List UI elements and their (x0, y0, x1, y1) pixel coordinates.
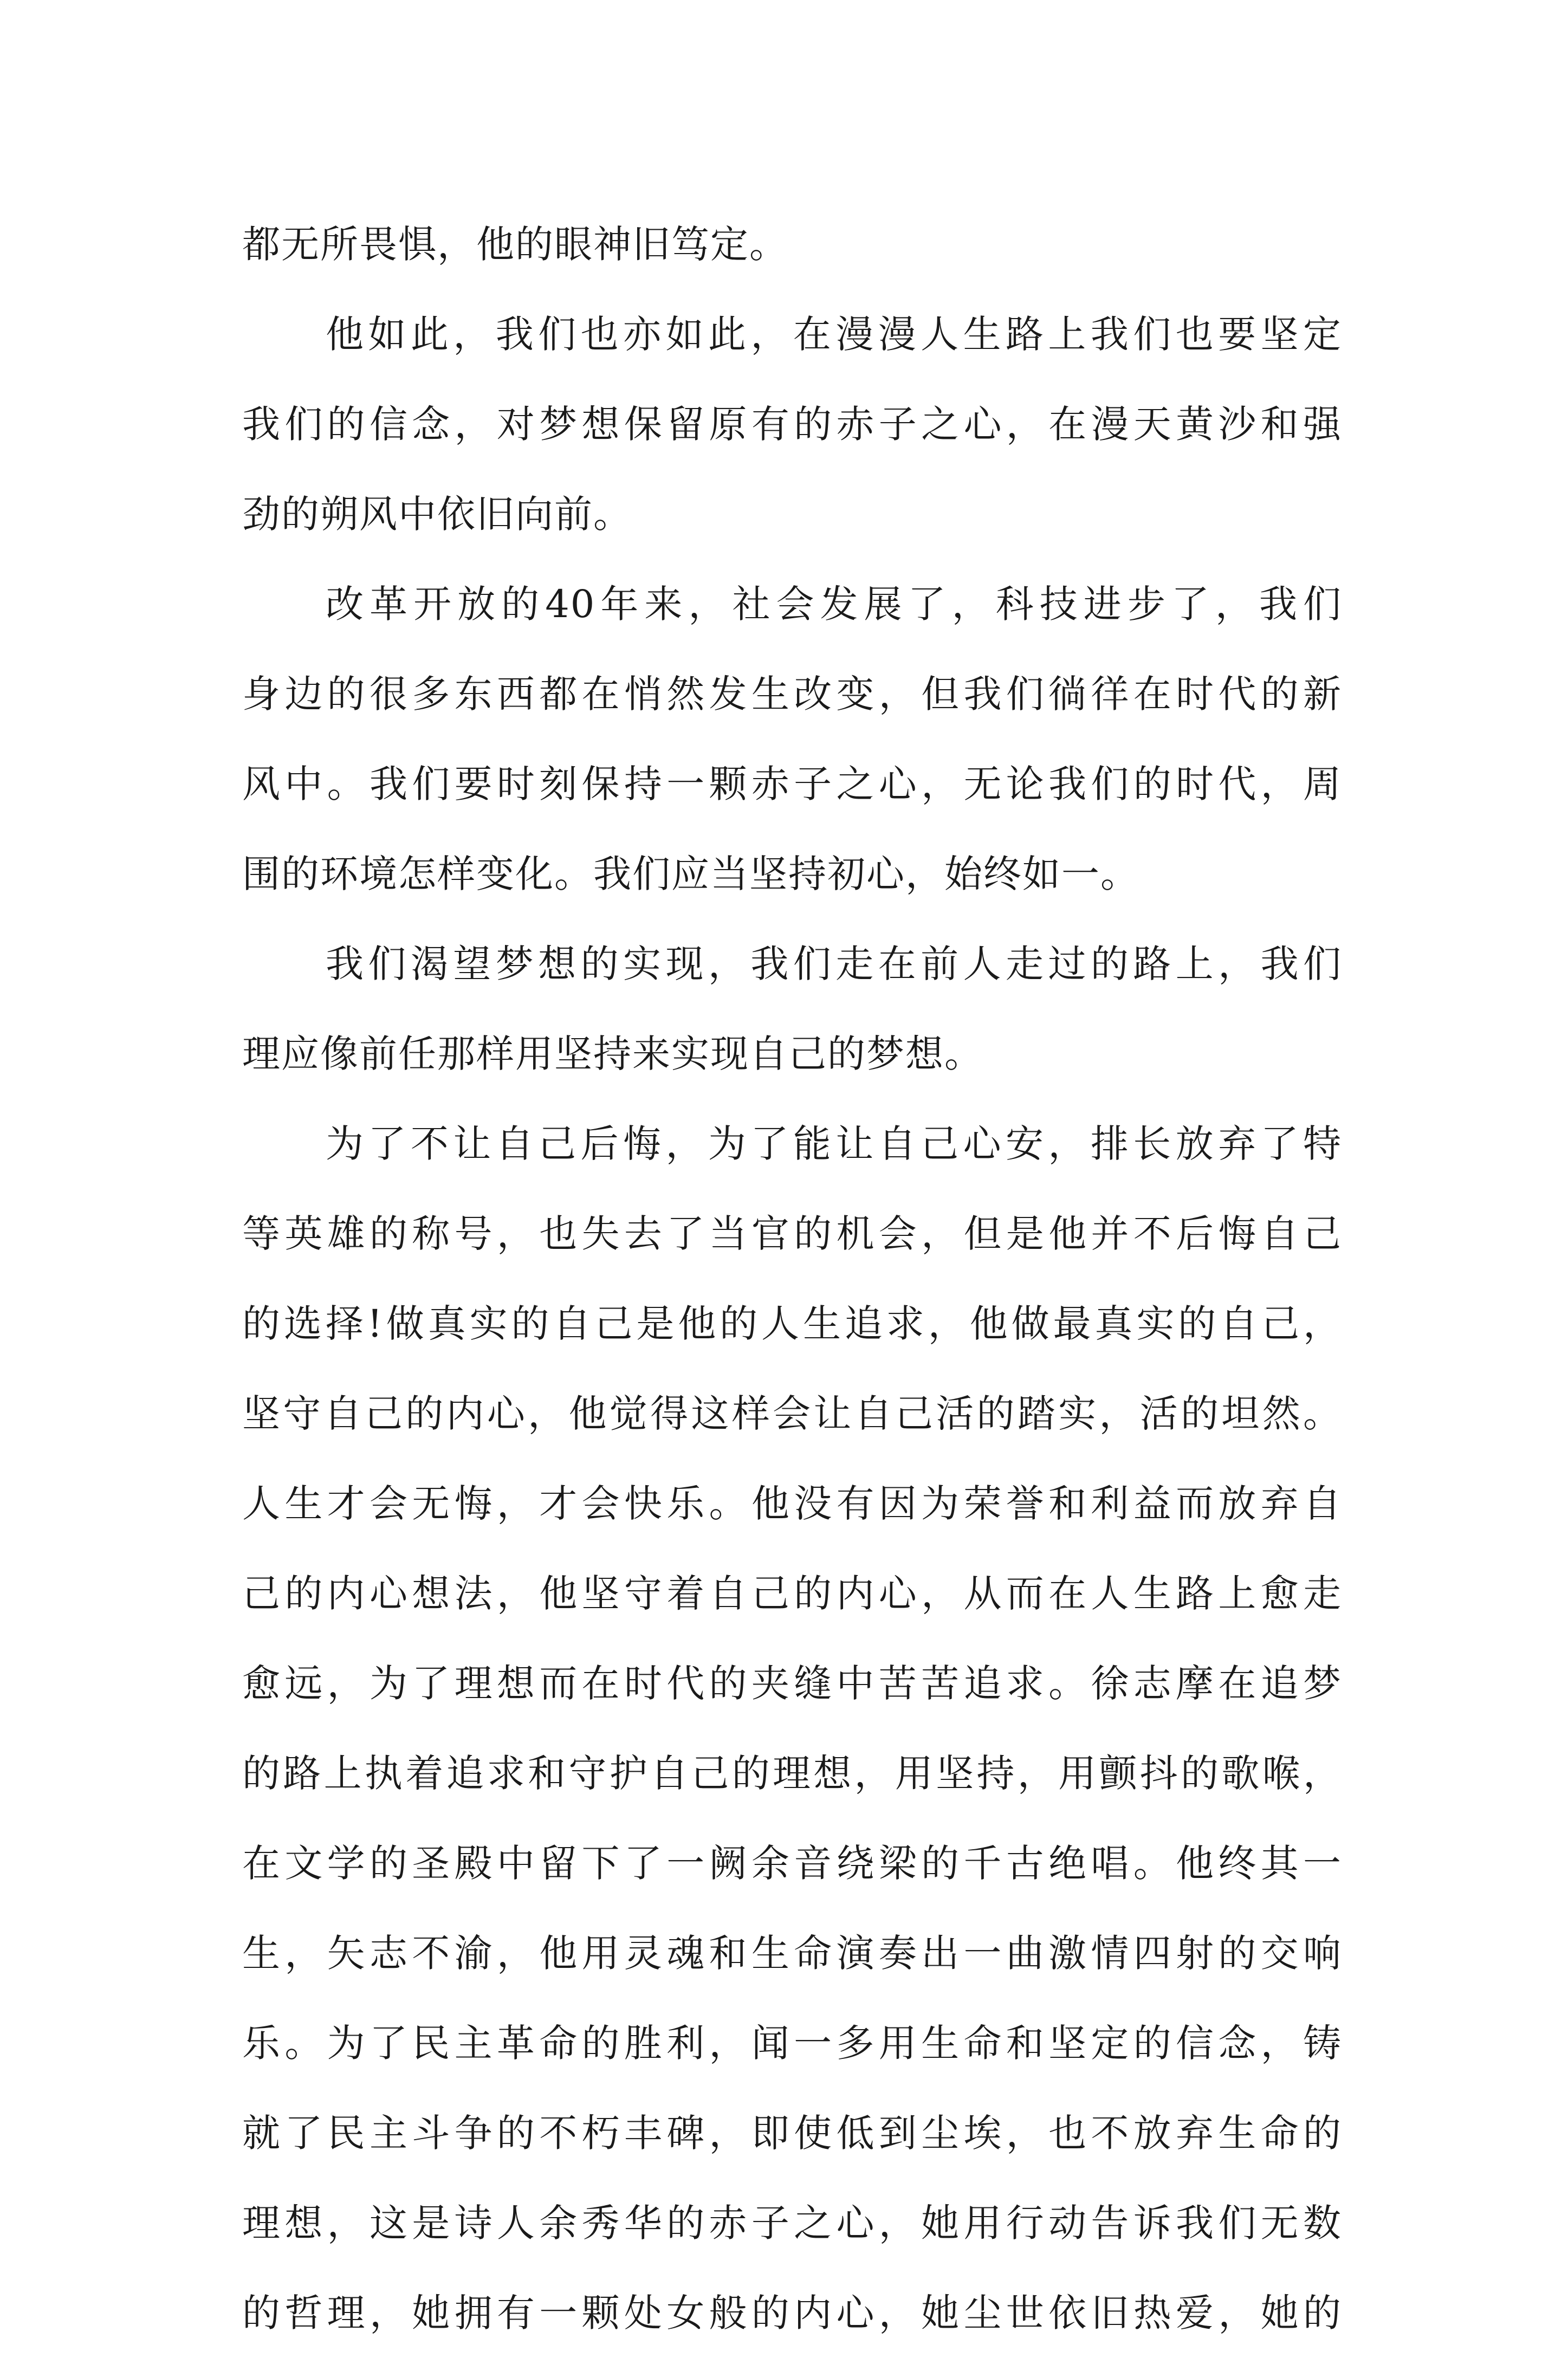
text-line: 为了不让自己后悔，为了能让自己心安，排长放弃了特 (326, 1122, 1342, 1166)
text-line: 理想，这是诗人余秀华的赤子之心，她用行动告诉我们无数 (242, 2201, 1342, 2245)
text-line: 围的环境怎样变化。我们应当坚持初心，始终如一。 (242, 852, 1139, 896)
text-line: 的哲理，她拥有一颗处女般的内心，她尘世依旧热爱，她的 (242, 2291, 1342, 2335)
text-line: 的路上执着追求和守护自己的理想，用坚持，用颤抖的歌喉， (242, 1751, 1342, 1796)
text-line: 愈远，为了理想而在时代的夹缝中苦苦追求。徐志摩在追梦 (242, 1661, 1342, 1706)
text-line: 在文学的圣殿中留下了一阙余音绕梁的千古绝唱。他终其一 (242, 1841, 1342, 1886)
text-line: 己的内心想法，他坚守着自己的内心，从而在人生路上愈走 (242, 1571, 1342, 1616)
text-line: 我们的信念，对梦想保留原有的赤子之心，在漫天黄沙和强 (242, 402, 1342, 446)
body-text (242, 199, 1342, 2358)
text-line: 他如此，我们也亦如此，在漫漫人生路上我们也要坚定 (326, 312, 1342, 357)
text-line: 坚守自己的内心，他觉得这样会让自己活的踏实，活的坦然。 (242, 1391, 1342, 1436)
text-line: 我们渴望梦想的实现，我们走在前人走过的路上，我们 (326, 942, 1342, 986)
text-line: 就了民主斗争的不朽丰碑，即使低到尘埃，也不放弃生命的 (242, 2111, 1342, 2155)
text-line: 都无所畏惧，他的眼神旧笃定。 (242, 222, 788, 267)
text-line: 风中。我们要时刻保持一颗赤子之心，无论我们的时代，周 (242, 762, 1342, 806)
text-line: 理应像前任那样用坚持来实现自己的梦想。 (242, 1032, 983, 1076)
text-line: 的选择!做真实的自己是他的人生追求，他做最真实的自己， (242, 1301, 1342, 1346)
text-line: 生，矢志不渝，他用灵魂和生命演奏出一曲激情四射的交响 (242, 1931, 1342, 1975)
text-line: 劲的朔风中依旧向前。 (242, 492, 632, 536)
text-line: 改革开放的40年来，社会发展了，科技进步了，我们 (326, 582, 1342, 626)
text-line: 身边的很多东西都在悄然发生改变，但我们徜徉在时代的新 (242, 672, 1342, 716)
text-line: 等英雄的称号，也失去了当官的机会，但是他并不后悔自己 (242, 1212, 1342, 1256)
text-line: 乐。为了民主革命的胜利，闻一多用生命和坚定的信念，铸 (242, 2021, 1342, 2065)
text-line: 人生才会无悔，才会快乐。他没有因为荣誉和利益而放弃自 (242, 1481, 1342, 1526)
